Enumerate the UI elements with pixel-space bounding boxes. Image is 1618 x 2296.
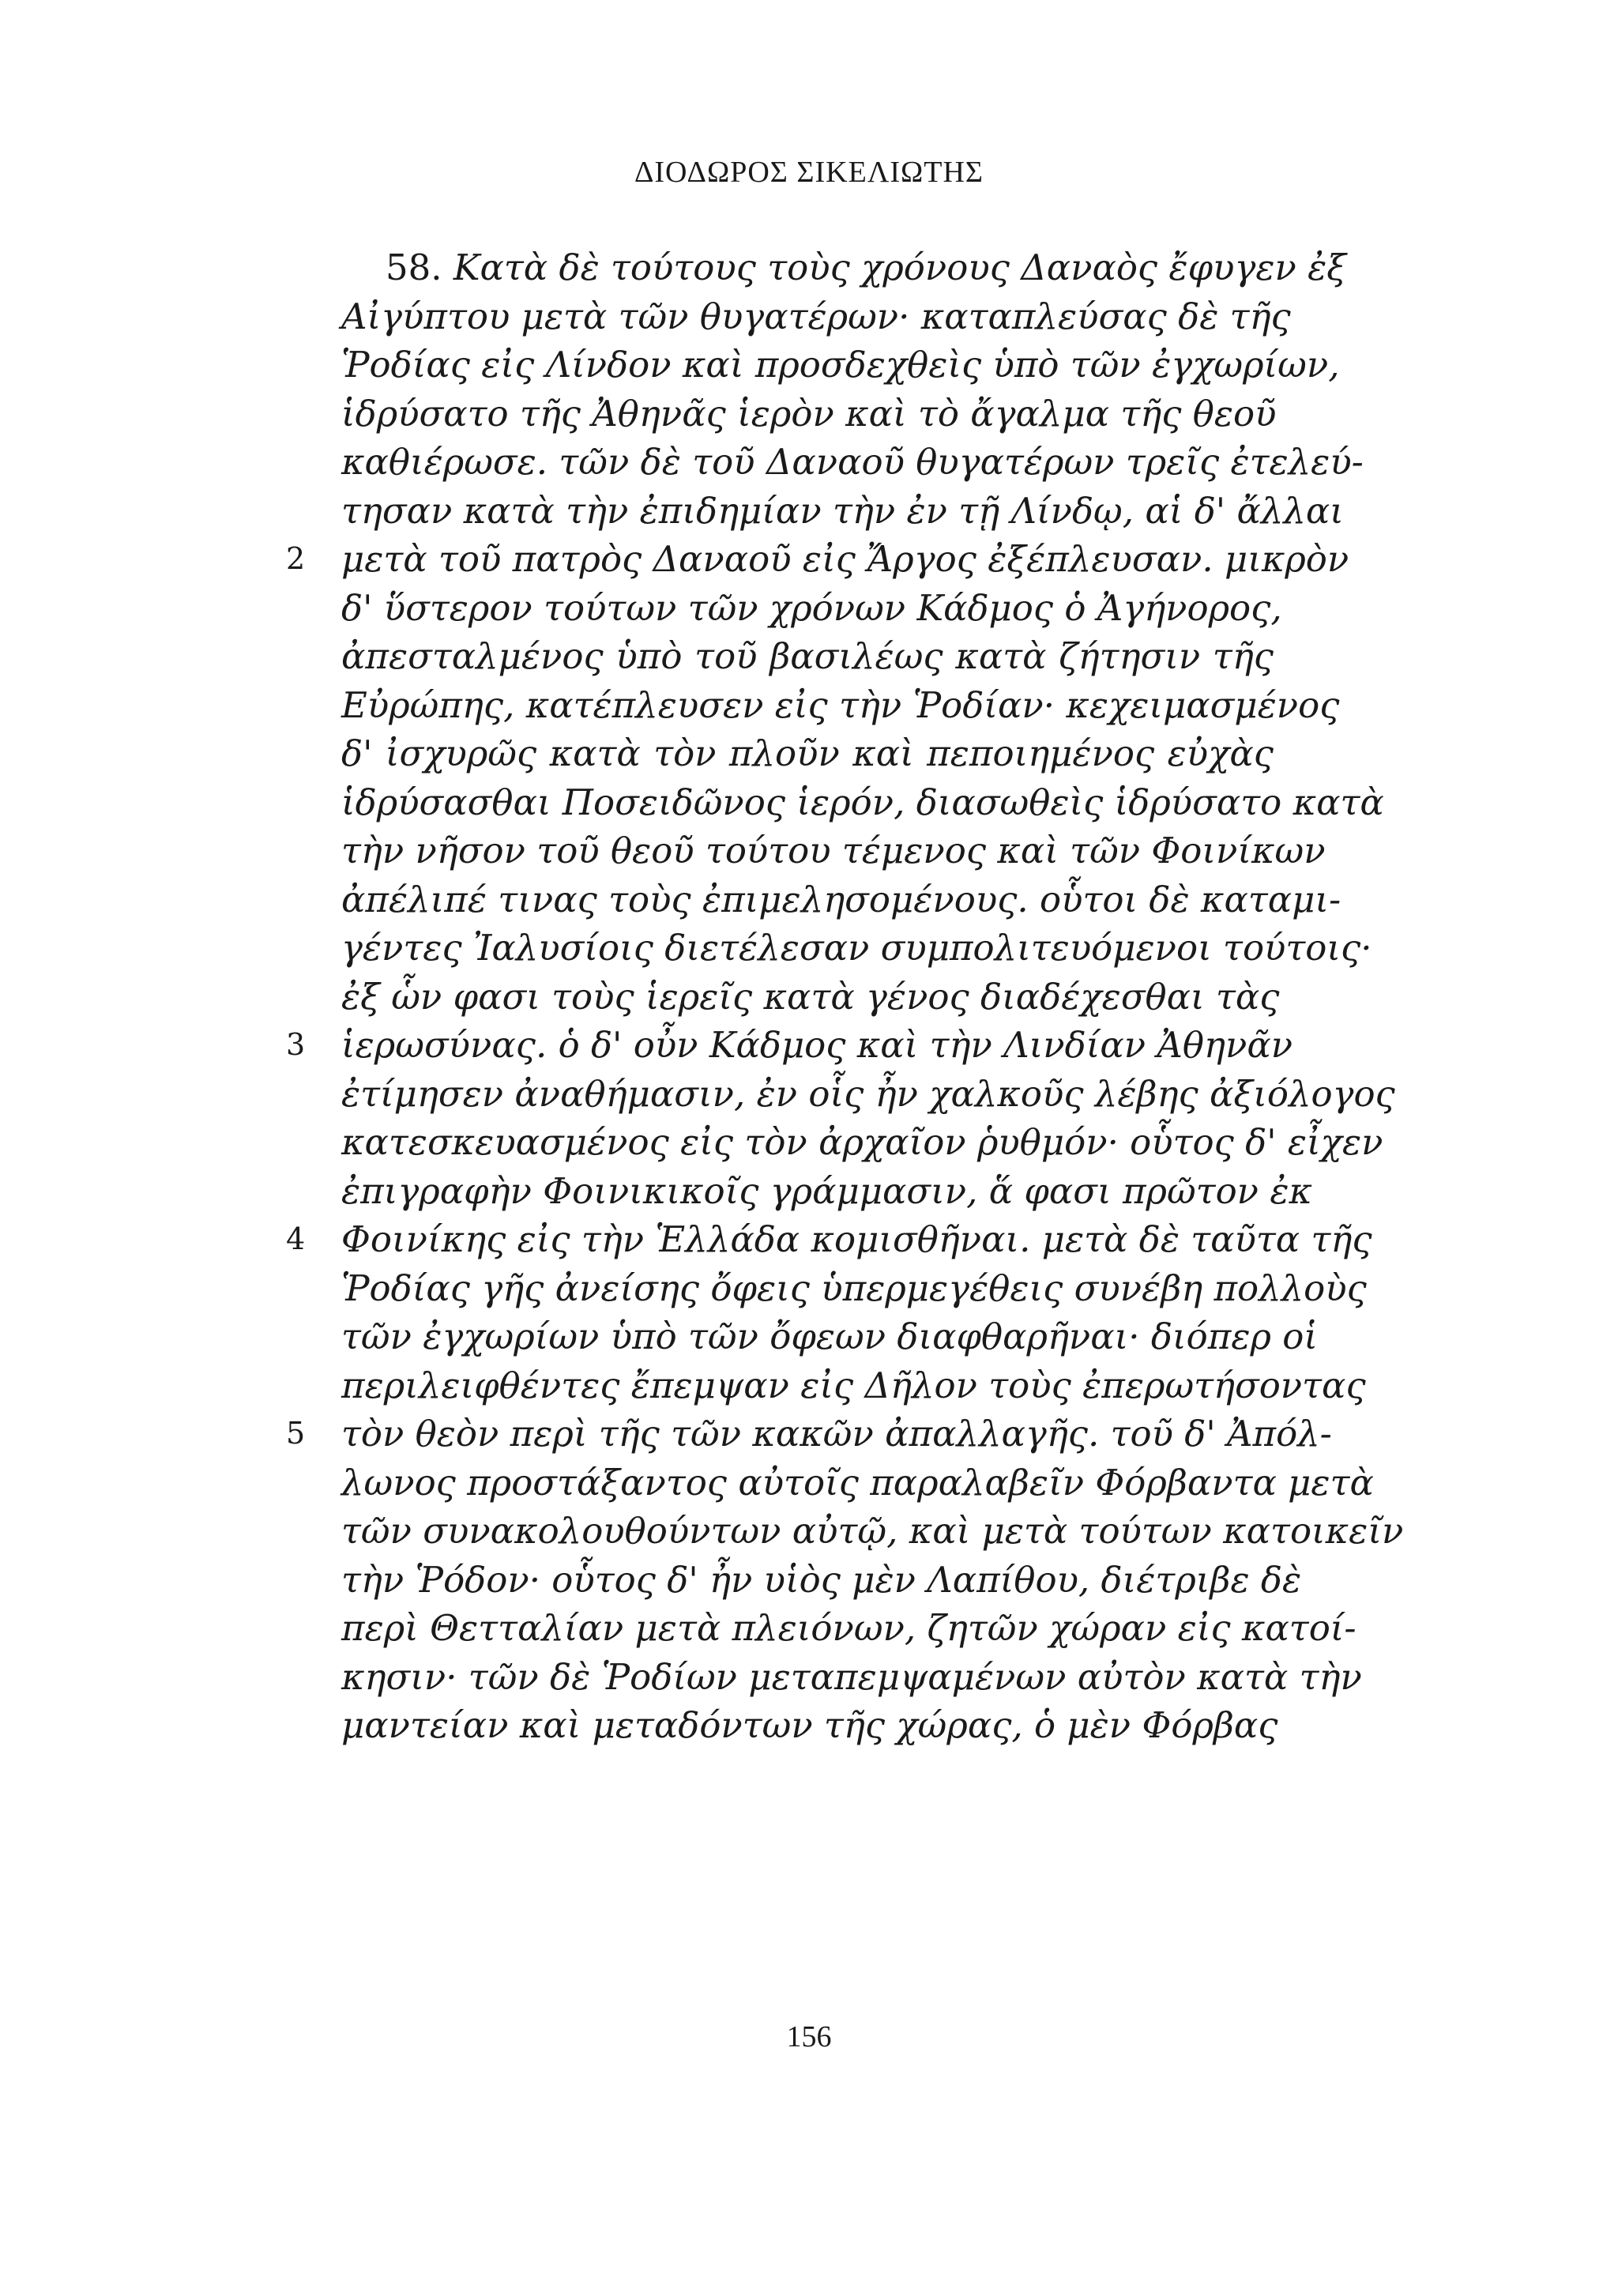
line-text: τῶν συνακολουθούντων αὐτῷ, καὶ μετὰ τούτων κατοικεῖν <box>341 1510 1404 1552</box>
line-text: τὸν θεὸν περὶ τῆς τῶν κακῶν ἀπαλλαγῆς. τοῦ δ' Ἀπόλ- <box>341 1413 1332 1455</box>
line-text: Φοινίκης εἰς τὴν Ἑλλάδα κομισθῆναι. μετὰ δὲ ταῦτα τῆς <box>341 1218 1372 1260</box>
line-text: μαντείαν καὶ μεταδόντων τῆς χώρας, ὁ μὲν Φόρβας <box>341 1704 1278 1746</box>
line-text: ἀπέλιπέ τινας τοὺς ἐπιμελησομένους. οὗτοι δὲ καταμι- <box>341 878 1341 920</box>
section-number: 3 <box>286 1027 306 1062</box>
text-line <box>341 390 1277 438</box>
text-line <box>341 487 1344 536</box>
line-text: κατεσκευασμένος εἰς τὸν ἀρχαῖον ῥυθμόν· οὗτος δ' εἶχεν <box>341 1121 1383 1163</box>
text-line <box>341 1556 1302 1605</box>
text-line <box>341 438 1364 487</box>
text-line <box>341 1118 1383 1167</box>
page-number: 156 <box>786 2020 832 2053</box>
line-text: γέντες Ἰαλυσίοις διετέλεσαν συμπολιτευόμενοι τούτοις· <box>341 927 1372 969</box>
text-line <box>341 924 1372 973</box>
line-text: Ῥοδίας γῆς ἀνείσης ὄφεις ὑπερμεγέθεις συνέβη πολλοὺς <box>341 1267 1367 1309</box>
line-text: ἐπιγραφὴν Φοινικικοῖς γράμμασιν, ἅ φασι πρῶτον ἐκ <box>341 1169 1312 1212</box>
text-line <box>341 875 1341 924</box>
line-text: λωνος προστάξαντος αὐτοῖς παραλαβεῖν Φόρβαντα μετὰ <box>341 1461 1374 1504</box>
line-text: ἱερωσύνας. ὁ δ' οὖν Κάδμος καὶ τὴν Λινδίαν Ἀθηνᾶν <box>341 1024 1293 1066</box>
line-text: τὴν νῆσον τοῦ θεοῦ τούτου τέμενος καὶ τῶν Φοινίκων <box>341 830 1326 871</box>
body-text <box>286 243 1404 1750</box>
line-text: ἐξ ὧν φασι τοὺς ἱερεῖς κατὰ γένος διαδέχεσθαι τὰς <box>341 975 1280 1018</box>
text-line <box>341 341 1340 390</box>
line-text: ἀπεσταλμένος ὑπὸ τοῦ βασιλέως κατὰ ζήτησιν τῆς <box>341 635 1274 677</box>
text-line <box>341 681 1340 730</box>
line-text: ἱδρύσασθαι Ποσειδῶνος ἱερόν, διασωθεὶς ἱδρύσατο κατὰ <box>341 781 1384 823</box>
running-header: ΔΙΟΔΩΡΟΣ ΣΙΚΕΛΙΩΤΗΣ <box>634 156 984 189</box>
text-line <box>286 1410 1332 1459</box>
text-line <box>341 1070 1395 1119</box>
line-text: δ' ἰσχυρῶς κατὰ τὸν πλοῦν καὶ πεποιημένος εὐχὰς <box>341 732 1274 774</box>
line-text: δ' ὕστερον τούτων τῶν χρόνων Κάδμος ὁ Ἀγήνορος, <box>341 586 1282 629</box>
text-line <box>341 1459 1374 1507</box>
text-line <box>286 1021 1293 1070</box>
line-text: τὴν Ῥόδον· οὗτος δ' ἦν υἱὸς μὲν Λαπίθου, διέτριβε δὲ <box>341 1558 1302 1601</box>
chapter-number: 58. <box>386 247 442 288</box>
text-line <box>341 1361 1366 1410</box>
text-line <box>341 826 1326 875</box>
line-text: κησιν· τῶν δὲ Ῥοδίων μεταπεμψαμένων αὐτὸν κατὰ τὴν <box>341 1655 1362 1698</box>
line-text: Εὐρώπης, κατέπλευσεν εἰς τὴν Ῥοδίαν· κεχειμασμένος <box>341 683 1340 726</box>
section-number: 2 <box>286 541 306 576</box>
text-line <box>341 1653 1362 1702</box>
line-text: καθιέρωσε. τῶν δὲ τοῦ Δαναοῦ θυγατέρων τρεῖς ἐτελεύ- <box>341 441 1364 483</box>
text-line <box>341 729 1274 778</box>
line-text: Ῥοδίας εἰς Λίνδον καὶ προσδεχθεὶς ὑπὸ τῶν ἐγχωρίων, <box>341 344 1340 386</box>
line-text: μετὰ τοῦ πατρὸς Δαναοῦ εἰς Ἄργος ἐξέπλευσαν. μικρὸν <box>341 538 1349 580</box>
line-text: τησαν κατὰ τὴν ἐπιδημίαν τὴν ἐν τῇ Λίνδῳ, αἱ δ' ἄλλαι <box>341 489 1344 532</box>
text-line <box>341 1604 1356 1653</box>
text-line <box>341 973 1280 1022</box>
line-text: τῶν ἐγχωρίων ὑπὸ τῶν ὄφεων διαφθαρῆναι· διόπερ οἱ <box>341 1315 1318 1357</box>
text-line <box>341 584 1282 633</box>
line-text: περὶ Θετταλίαν μετὰ πλειόνων, ζητῶν χώραν εἰς κατοί- <box>341 1607 1356 1649</box>
line-text: ἱδρύσατο τῆς Ἀθηνᾶς ἱερὸν καὶ τὸ ἄγαλμα τῆς θεοῦ <box>341 392 1277 435</box>
text-line <box>341 292 1291 341</box>
line-text: Κατὰ δὲ τούτους τοὺς χρόνους Δαναὸς ἔφυγεν ἐξ <box>453 247 1347 288</box>
text-line <box>341 243 1347 292</box>
line-text: ἐτίμησεν ἀναθήμασιν, ἐν οἷς ἦν χαλκοῦς λέβης ἀξιόλογος <box>341 1072 1395 1115</box>
text-line <box>341 1167 1312 1216</box>
text-line <box>341 778 1384 827</box>
text-line <box>286 535 1349 584</box>
text-line <box>341 1264 1367 1313</box>
text-line <box>341 1701 1278 1750</box>
line-text: Αἰγύπτου μετὰ τῶν θυγατέρων· καταπλεύσας δὲ τῆς <box>341 295 1291 337</box>
text-line <box>341 632 1274 681</box>
text-line <box>286 1215 1372 1264</box>
text-line <box>341 1507 1404 1556</box>
line-text: περιλειφθέντες ἔπεμψαν εἰς Δῆλον τοὺς ἐπερωτήσοντας <box>341 1364 1366 1406</box>
section-number: 5 <box>286 1416 306 1451</box>
section-number: 4 <box>286 1221 306 1256</box>
text-line <box>341 1312 1318 1361</box>
